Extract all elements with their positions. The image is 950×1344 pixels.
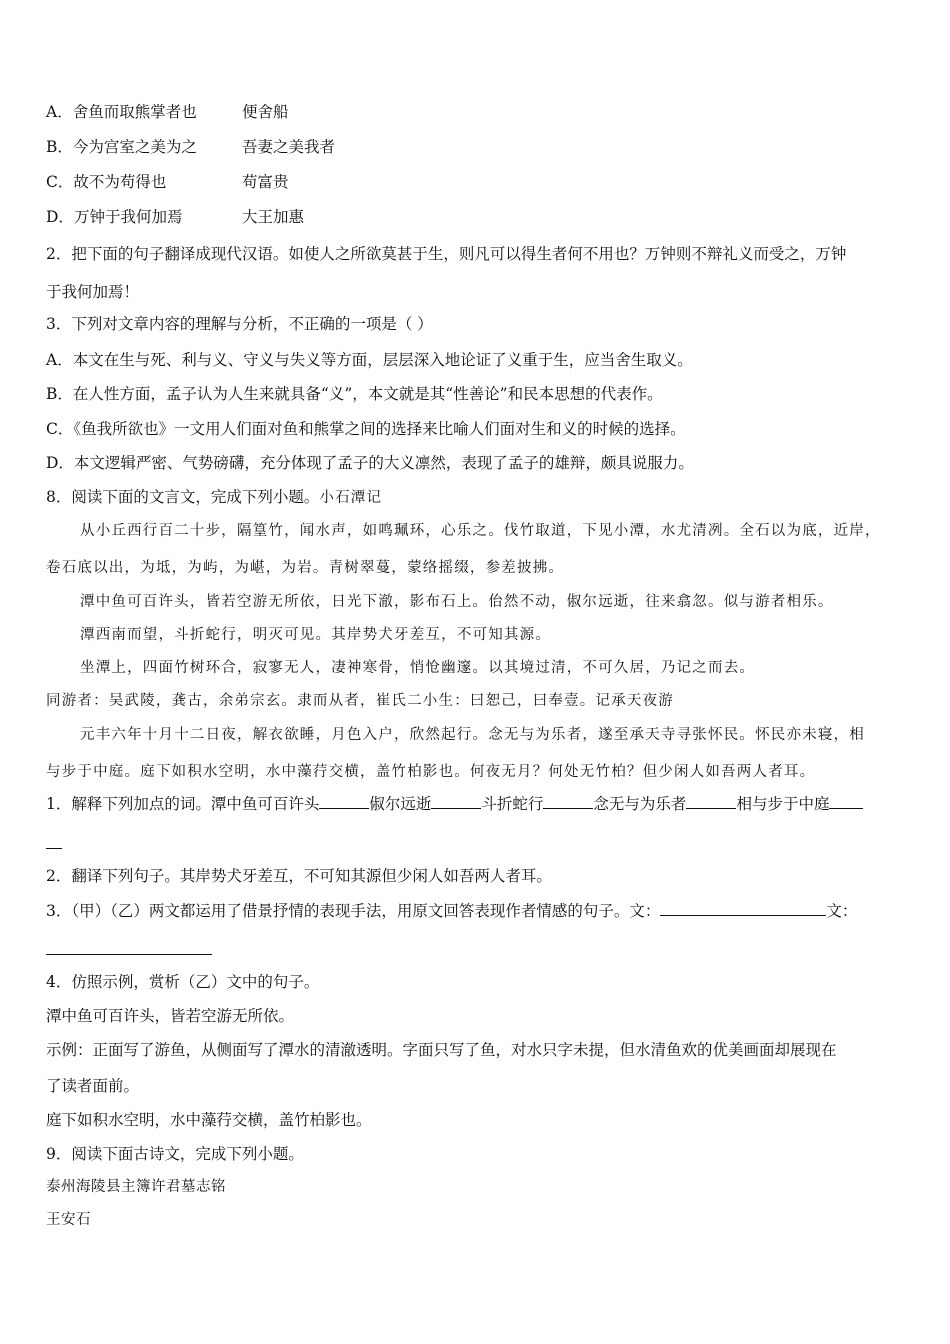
option-left: 万钟于我何加焉: [73, 208, 183, 226]
word-2: 俶尔远逝: [369, 795, 432, 813]
q3-choice-d: D．本文逻辑严密、气势磅礴，充分体现了孟子的大义凛然，表现了孟子的雄辩，颇具说服力。: [46, 454, 694, 472]
passage-p1b: 卷石底以出，为坻，为屿，为嵁，为岩。青树翠蔓，蒙络摇缀，参差披拂。: [46, 560, 565, 576]
option-left: 今为宫室之美为之: [72, 138, 197, 156]
answer-blank[interactable]: [431, 794, 481, 809]
passage-title: 小石潭记: [319, 490, 383, 506]
sub4-example-1: 示例：正面写了游鱼，从侧面写了潭水的清澈透明。字面只写了鱼，对水只字未提，但水清鱼欢的优美画面却展现在: [46, 1041, 837, 1059]
answer-blank-continued[interactable]: [46, 848, 62, 849]
sub1-prefix: 1．解释下列加点的词。: [46, 795, 211, 813]
passage-p1a: 从小丘西行百二十步，隔篁竹，闻水声，如鸣珮环，心乐之。伐竹取道，下见小潭，水尤清冽。全石以为底，近岸，: [80, 523, 881, 539]
q9-author: 王安石: [46, 1212, 91, 1228]
option-right: 苟富贵: [242, 173, 289, 191]
option-label: C．: [46, 173, 74, 191]
answer-blank[interactable]: [46, 954, 212, 955]
sub4-target: 庭下如积水空明，水中藻荇交横，盖竹柏影也。: [46, 1111, 372, 1129]
passage-p2: 潭中鱼可百许头，皆若空游无所依，日光下澈，影布石上。佁然不动，俶尔远逝，往来翕忽。似与游者相乐。: [80, 594, 834, 610]
answer-blank[interactable]: [660, 901, 826, 916]
sub2-line: 2．翻译下列句子。其岸势犬牙差互，不可知其源但少闲人如吾两人者耳。: [46, 867, 552, 885]
passage-p3: 潭西南而望，斗折蛇行，明灭可见。其岸势犬牙差互，不可知其源。: [80, 627, 551, 643]
passage-p5: 同游者：吴武陵，龚古，余弟宗玄。隶而从者，崔氏二小生：曰恕己，曰奉壹。记承天夜游: [46, 693, 674, 709]
q9-title: 泰州海陵县主簿许君墓志铭: [46, 1179, 226, 1195]
sub3-label-a: 文：: [629, 902, 661, 920]
sub1-line: [46, 794, 863, 814]
passage-p6a: 元丰六年十月十二日夜，解衣欲睡，月色入户，欣然起行。念无与为乐者，遂至承天寺寻张怀民。怀民亦未寝，相: [80, 727, 865, 743]
option-left: 舍鱼而取熊掌者也: [72, 103, 197, 121]
q9-stem: 9．阅读下面古诗文，完成下列小题。: [46, 1145, 304, 1163]
option-c: [46, 172, 289, 192]
q3-stem: 3．下列对文章内容的理解与分析，不正确的一项是（ ）: [46, 315, 433, 333]
q2-line-2: 于我何加焉！: [46, 283, 140, 301]
sub3-text: 3．（甲）（乙）两文都运用了借景抒情的表现手法，用原文回答表现作者情感的句子。: [46, 902, 630, 920]
q3-choice-b: B．在人性方面，孟子认为人生来就具备“义”，本文就是其“性善论”和民本思想的代表作。: [46, 385, 663, 403]
passage-p6b: 与步于中庭。庭下如积水空明，水中藻荇交横，盖竹柏影也。何夜无月？何处无竹柏？但少闲人如吾两人者耳。: [46, 764, 816, 780]
option-right: 大王加惠: [242, 208, 305, 226]
option-a: [46, 102, 289, 122]
option-right: 吾妻之美我者: [242, 138, 336, 156]
q2-line-1: 2．把下面的句子翻译成现代汉语。如使人之所欲莫甚于生，则凡可以得生者何不用也？万钟则不辩礼义而受之，万钟: [46, 245, 847, 263]
q8-stem-text: 8．阅读下面的文言文，完成下列小题。: [46, 488, 320, 506]
sub3-line: [46, 901, 857, 921]
sub4-sentence: 潭中鱼可百许头，皆若空游无所依。: [46, 1007, 295, 1025]
option-label: B．: [46, 138, 73, 156]
sub4-example-2: 了读者面前。: [46, 1077, 140, 1095]
answer-blank[interactable]: [543, 794, 593, 809]
answer-blank[interactable]: [829, 794, 863, 809]
word-4: 念无与为乐者: [593, 795, 687, 813]
q3-choice-a: A．本文在生与死、利与义、守义与失义等方面，层层深入地论证了义重于生，应当舍生取义。: [46, 351, 693, 369]
option-label: D．: [46, 208, 74, 226]
option-d: [46, 207, 305, 227]
option-b: [46, 137, 336, 157]
word-3: 斗折蛇行: [481, 795, 544, 813]
answer-blank[interactable]: [686, 794, 736, 809]
sub3-label-b: 文：: [826, 902, 858, 920]
answer-blank[interactable]: [319, 794, 369, 809]
word-5: 相与步于中庭: [736, 795, 830, 813]
option-label: A．: [46, 103, 73, 121]
q3-choice-c: C．《鱼我所欲也》一文用人们面对鱼和熊掌之间的选择来比喻人们面对生和义的时候的选择。: [46, 420, 686, 438]
q8-stem: [46, 487, 382, 508]
passage-p4: 坐潭上，四面竹树环合，寂寥无人，凄神寒骨，悄怆幽邃。以其境过清，不可久居，乃记之而去。: [80, 660, 756, 676]
sub4-stem: 4．仿照示例，赏析（乙）文中的句子。: [46, 973, 320, 991]
option-left: 故不为苟得也: [73, 173, 167, 191]
word-1: 潭中鱼可百许头: [210, 795, 320, 813]
option-right: 便舍船: [242, 103, 289, 121]
